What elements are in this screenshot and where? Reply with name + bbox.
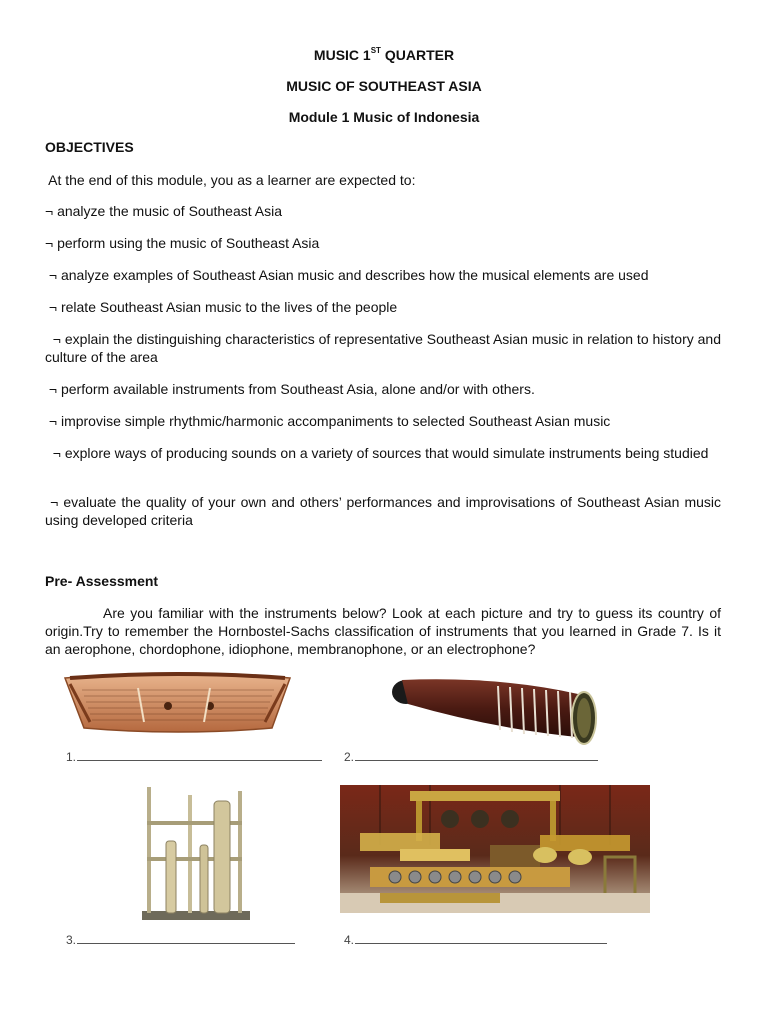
answer-number: 1. — [66, 750, 77, 764]
objective-item: ¬ analyze the music of Southeast Asia — [45, 203, 282, 219]
page-title: MUSIC 1ST QUARTER — [313, 46, 455, 63]
objective-item: ¬ relate Southeast Asian music to the lives of the people — [45, 299, 398, 315]
objective-item: ¬ explain the distinguishing characteristics of representative Southeast Asian music in relation to history and culture of the area — [45, 331, 725, 365]
kendang-drum-image — [388, 672, 603, 752]
objectives-intro: At the end of this module, you as a learner are expected to: — [45, 172, 416, 188]
answer-number: 2. — [344, 750, 355, 764]
answer-number: 4. — [344, 933, 355, 947]
objective-item: ¬ improvise simple rhythmic/harmonic accompaniments to selected Southeast Asian music — [45, 413, 611, 429]
module-title: Module 1 Music of Indonesia — [288, 109, 480, 125]
objective-item: ¬ perform available instruments from Southeast Asia, alone and/or with others. — [45, 381, 535, 397]
answer-blank-1[interactable] — [66, 750, 322, 764]
objective-item: ¬ evaluate the quality of your own and others’ performances and improvisations of Southeast Asian music using developed criteria — [45, 494, 725, 528]
objectives-heading: OBJECTIVES — [45, 139, 134, 155]
answer-blank-4[interactable] — [344, 933, 607, 947]
angklung-image — [140, 785, 252, 922]
page-subtitle: MUSIC OF SOUTHEAST ASIA — [286, 78, 482, 94]
title-superscript: ST — [370, 46, 381, 56]
answer-blank-3[interactable] — [66, 933, 295, 947]
answer-number: 3. — [66, 933, 77, 947]
objective-item: ¬ explore ways of producing sounds on a variety of sources that would simulate instruments being studied — [45, 445, 709, 461]
gamelan-ensemble-image — [340, 785, 650, 913]
hammered-dulcimer-image — [60, 670, 295, 740]
objective-item: ¬ perform using the music of Southeast Asia — [45, 235, 320, 251]
pre-assessment-heading: Pre- Assessment — [45, 573, 159, 589]
answer-blank-2[interactable] — [344, 750, 598, 764]
pre-assessment-paragraph: Are you familiar with the instruments below? Look at each picture and try to guess its country of origin.Try to remember the Hornbostel-Sachs classification of instruments that you learned in Grade 7. Is it an aerophone, chordophone, idiophone, membranophone, or an electrophone? — [45, 605, 721, 657]
objective-item: ¬ analyze examples of Southeast Asian music and describes how the musical elements are used — [45, 267, 649, 283]
